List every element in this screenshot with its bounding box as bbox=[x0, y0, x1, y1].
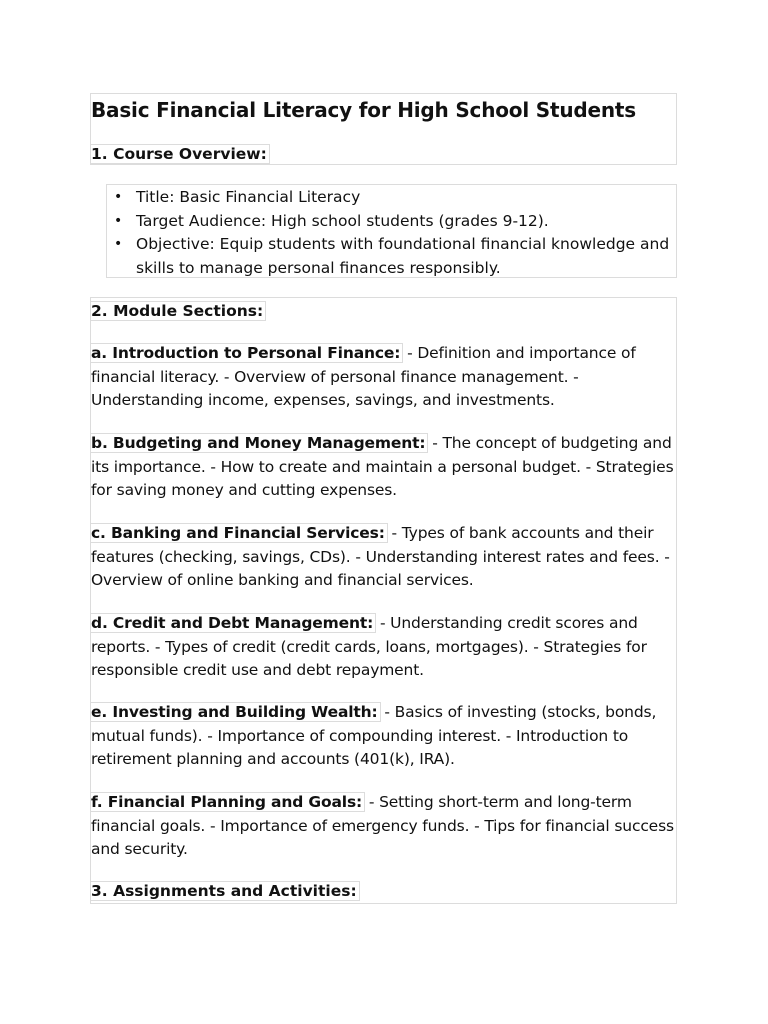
module-item bbox=[91, 432, 681, 503]
module-item bbox=[91, 522, 681, 593]
bullet-icon: • bbox=[114, 189, 123, 205]
module-description: - Basics of investing (stocks, bonds, mutual funds). - Importance of compounding interest. - Introduction to retirement planning and accounts (401(k), IRA). bbox=[91, 703, 657, 768]
course-overview-heading bbox=[91, 144, 269, 165]
list-item bbox=[107, 210, 678, 234]
module-label: c. Banking and Financial Services: bbox=[91, 524, 385, 542]
list-item-text: Objective: Equip students with foundational financial knowledge and skills to manage personal finances responsibly. bbox=[136, 235, 670, 277]
list-item-text: Target Audience: High school students (grades 9-12). bbox=[136, 211, 549, 230]
bullet-icon: • bbox=[114, 236, 123, 252]
module-item bbox=[91, 342, 681, 413]
assignments-heading-text: 3. Assignments and Activities: bbox=[91, 882, 357, 900]
list-item-text: Title: Basic Financial Literacy bbox=[136, 188, 361, 206]
document-title: Basic Financial Literacy for High School Students bbox=[91, 98, 636, 122]
module-sections-heading bbox=[91, 301, 265, 322]
module-item bbox=[91, 612, 681, 683]
module-item bbox=[91, 791, 681, 862]
assignments-heading bbox=[91, 881, 359, 902]
module-sections-heading-text: 2. Module Sections: bbox=[91, 302, 264, 320]
module-label: e. Investing and Building Wealth: bbox=[91, 703, 378, 721]
module-item bbox=[91, 701, 681, 772]
module-sections-block bbox=[90, 297, 677, 904]
bullet-icon: • bbox=[114, 212, 123, 229]
module-label: b. Budgeting and Money Management: bbox=[91, 434, 426, 452]
course-overview-list-block bbox=[106, 184, 677, 278]
module-description: - Definition and importance of financial literacy. - Overview of personal finance management. - Understanding income, expenses, savings, and investments. bbox=[91, 344, 636, 409]
module-label: f. Financial Planning and Goals: bbox=[91, 793, 363, 811]
title-block bbox=[90, 93, 677, 165]
list-item bbox=[107, 233, 678, 280]
course-overview-heading-text: 1. Course Overview: bbox=[91, 145, 267, 163]
module-label: a. Introduction to Personal Finance: bbox=[91, 344, 401, 362]
module-description: - Understanding credit scores and reports. - Types of credit (credit cards, loans, mortgages). - Strategies for responsible credit use and debt repayment. bbox=[91, 614, 647, 679]
module-description: - Setting short-term and long-term financial goals. - Importance of emergency funds. - Tips for financial success and security. bbox=[91, 793, 674, 858]
course-overview-list bbox=[107, 186, 678, 280]
list-item bbox=[107, 186, 678, 210]
module-description: - The concept of budgeting and its importance. - How to create and maintain a personal budget. - Strategies for saving money and cutting expenses. bbox=[91, 434, 674, 499]
module-label: d. Credit and Debt Management: bbox=[91, 614, 374, 632]
module-description: - Types of bank accounts and their features (checking, savings, CDs). - Understanding interest rates and fees. - Overview of online banking and financial services. bbox=[91, 524, 670, 589]
